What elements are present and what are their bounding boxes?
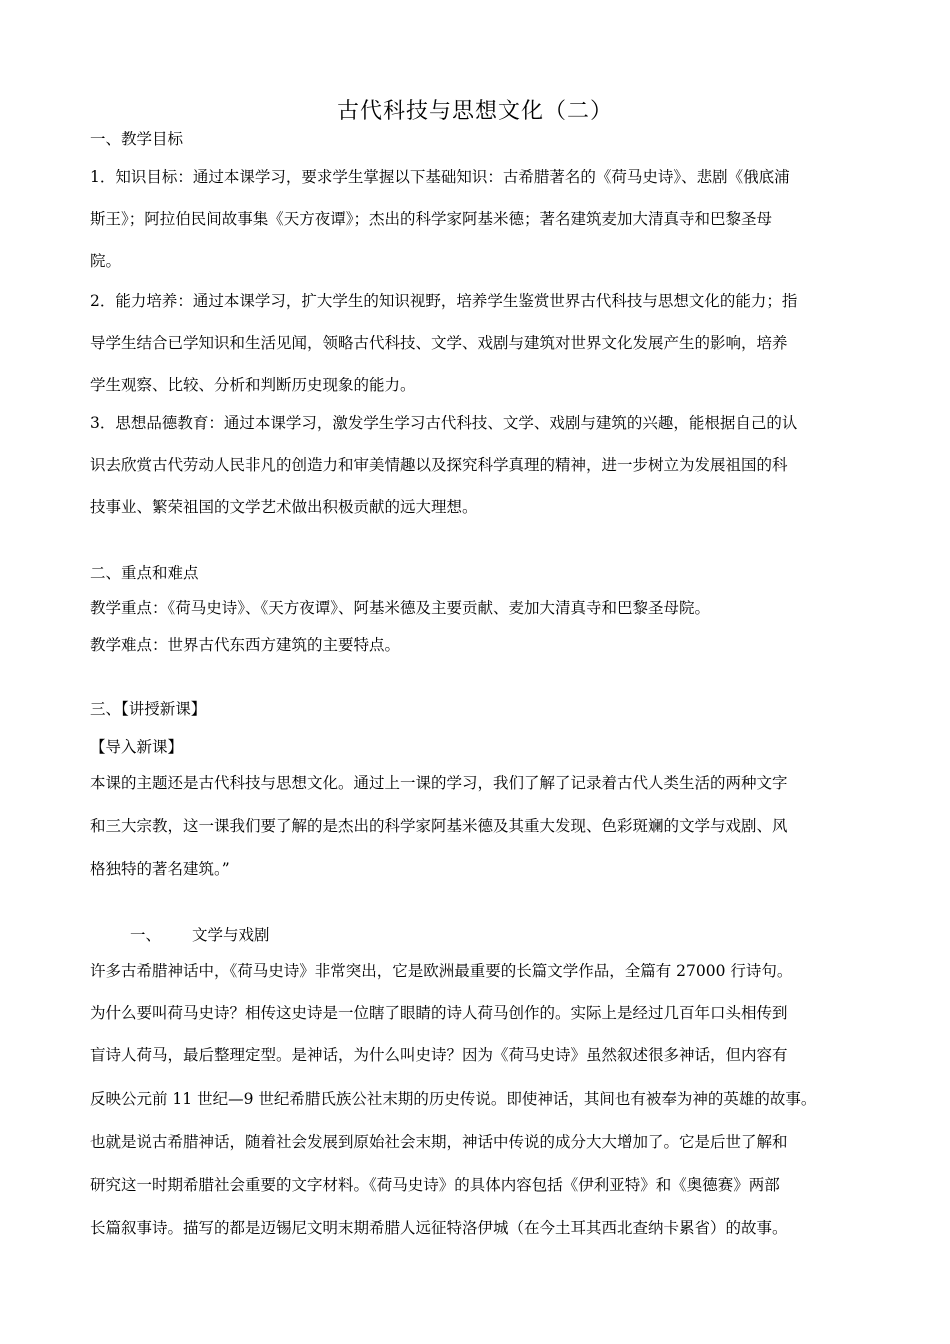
objective-ability-line-1: 2．能力培养：通过本课学习，扩大学生的知识视野，培养学生鉴赏世界古代科技与思想文化的能力；指	[90, 292, 798, 310]
subsection-number: 一、	[130, 926, 162, 944]
objective-ability-line-2: 导学生结合已学知识和生活见闻，领略古代科技、文学、戏剧与建筑对世界文化发展产生的影响，培养	[90, 334, 788, 352]
body-line-7: 长篇叙事诗。描写的都是迈锡尼文明末期希腊人远征特洛伊城（在今土耳其西北查纳卡累省）的故事。	[90, 1219, 788, 1237]
objective-knowledge-line-1: 1．知识目标：通过本课学习，要求学生掌握以下基础知识：古希腊著名的《荷马史诗》、悲剧《俄底浦	[90, 168, 790, 186]
subsection-title: 文学与戏剧	[192, 926, 270, 944]
body-line-3: 盲诗人荷马，最后整理定型。是神话，为什么叫史诗？因为《荷马史诗》虽然叙述很多神话，但内容有	[90, 1046, 788, 1064]
body-line-1: 许多古希腊神话中，《荷马史诗》非常突出，它是欧洲最重要的长篇文学作品，全篇有 27000 行诗句。	[90, 962, 793, 980]
section-heading-key-points: 二、重点和难点	[90, 564, 199, 582]
body-line-2: 为什么要叫荷马史诗？相传这史诗是一位瞎了眼睛的诗人荷马创作的。实际上是经过几百年口头相传到	[90, 1004, 788, 1022]
body-line-6: 研究这一时期希腊社会重要的文字材料。《荷马史诗》的具体内容包括《伊利亚特》和《奥德赛》两部	[90, 1176, 780, 1194]
intro-line-1: 本课的主题还是古代科技与思想文化。通过上一课的学习，我们了解了记录着古代人类生活的两种文字	[90, 774, 788, 792]
document-title: 古代科技与思想文化（二）	[336, 99, 613, 124]
objective-moral-line-1: 3．思想品德教育：通过本课学习，激发学生学习古代科技、文学、戏剧与建筑的兴趣，能根据自己的认	[90, 414, 798, 432]
body-line-4: 反映公元前 11 世纪—9 世纪希腊氏族公社末期的历史传说。即使神话，其间也有被奉为神的英雄的故事。	[90, 1090, 817, 1108]
intro-line-2: 和三大宗教，这一课我们要了解的是杰出的科学家阿基米德及其重大发现、色彩斑斓的文学与戏剧、风	[90, 817, 788, 835]
objective-moral-line-2: 识去欣赏古代劳动人民非凡的创造力和审美情趣以及探究科学真理的精神，进一步树立为发展祖国的科	[90, 456, 788, 474]
teaching-key-points: 教学重点：《荷马史诗》、《天方夜谭》、阿基米德及主要贡献、麦加大清真寺和巴黎圣母院。	[90, 599, 711, 617]
objective-ability-line-3: 学生观察、比较、分析和判断历史现象的能力。	[90, 376, 416, 394]
body-line-5: 也就是说古希腊神话，随着社会发展到原始社会末期，神话中传说的成分大大增加了。它是后世了解和	[90, 1133, 788, 1151]
objective-knowledge-line-3: 院。	[90, 252, 122, 270]
section-heading-objectives: 一、教学目标	[90, 130, 184, 148]
section-heading-new-lesson: 三、【讲授新课】	[90, 700, 207, 718]
teaching-difficulty: 教学难点：世界古代东西方建筑的主要特点。	[90, 636, 401, 654]
objective-knowledge-line-2: 斯王》；阿拉伯民间故事集《天方夜谭》；杰出的科学家阿基米德；著名建筑麦加大清真寺和巴黎圣母	[90, 210, 773, 228]
intro-line-3: 格独特的著名建筑。”	[90, 860, 230, 878]
objective-moral-line-3: 技事业、繁荣祖国的文学艺术做出积极贡献的远大理想。	[90, 498, 478, 516]
intro-heading: 【导入新课】	[90, 738, 184, 756]
